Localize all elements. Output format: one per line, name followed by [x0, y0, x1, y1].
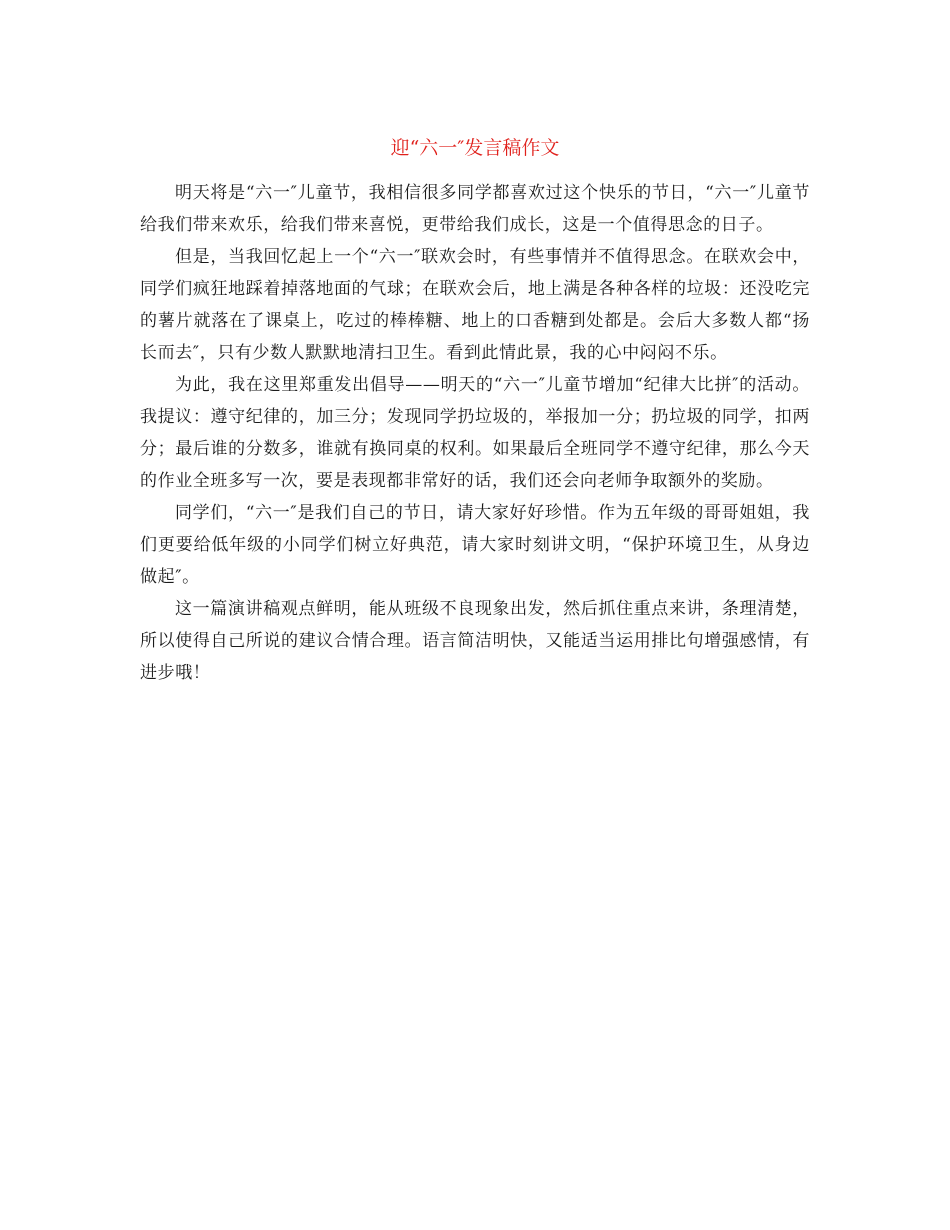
paragraph-5: 这一篇演讲稿观点鲜明，能从班级不良现象出发，然后抓住重点来讲，条理清楚，所以使得自己所说的建议合情合理。语言简洁明快，又能适当运用排比句增强感情，有进步哦！	[140, 599, 810, 683]
paragraph-4: 同学们，“六一″是我们自己的节日，请大家好好珍惜。作为五年级的哥哥姐姐，我们更要给低年级的小同学们树立好典范，请大家时刻讲文明，“保护环境卫生，从身边做起″。	[140, 503, 810, 587]
document-body	[140, 177, 810, 689]
paragraph-3: 为此，我在这里郑重发出倡导——明天的“六一″儿童节增加“纪律大比拼″的活动。我提议：遵守纪律的，加三分；发现同学扔垃圾的，举报加一分；扔垃圾的同学，扣两分；最后谁的分数多，谁就有换同桌的权利。如果最后全班同学不遵守纪律，那么今天的作业全班多写一次，要是表现都非常好的话，我们还会向老师争取额外的奖励。	[140, 375, 810, 491]
paragraph-1: 明天将是“六一″儿童节，我相信很多同学都喜欢过这个快乐的节日，“六一″儿童节给我们带来欢乐，给我们带来喜悦，更带给我们成长，这是一个值得思念的日子。	[140, 183, 810, 235]
paragraph-2: 但是，当我回忆起上一个“六一″联欢会时，有些事情并不值得思念。在联欢会中，同学们疯狂地踩着掉落地面的气球；在联欢会后，地上满是各种各样的垃圾：还没吃完的薯片就落在了课桌上，吃过的棒棒糖、地上的口香糖到处都是。会后大多数人都“扬长而去″，只有少数人默默地清扫卫生。看到此情此景，我的心中闷闷不乐。	[140, 247, 810, 363]
document-title: 迎“六一″发言稿作文	[390, 137, 560, 159]
